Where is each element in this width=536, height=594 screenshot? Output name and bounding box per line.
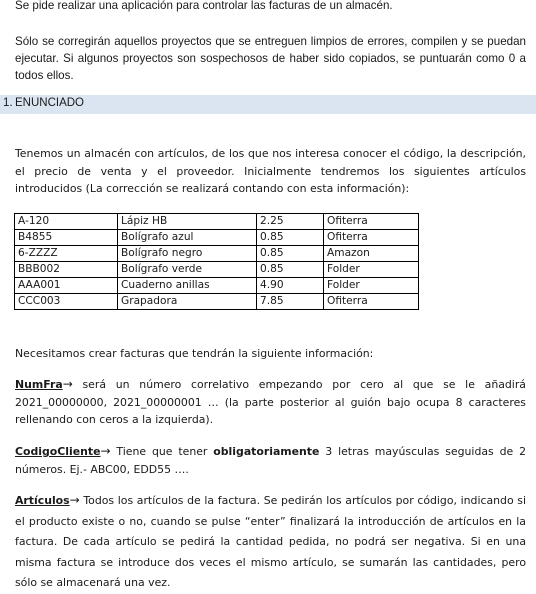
article-code: A-120: [15, 214, 118, 230]
table-row: [15, 294, 419, 310]
table-row: [15, 278, 419, 294]
table-row: [15, 214, 419, 230]
article-desc: Cuaderno anillas: [118, 278, 257, 294]
table-row: [15, 230, 419, 246]
articles-table: [14, 213, 419, 310]
article-supplier: Folder: [324, 278, 419, 294]
article-code: CCC003: [15, 294, 118, 310]
description-paragraph: Tenemos un almacén con artículos, de los que nos interesa conocer el código, la descripción, el precio de venta y el proveedor. Inicialmente tendremos los siguientes artículos introducidos (La corrección se realizará contando con esta información):: [15, 147, 526, 195]
table-row: [15, 262, 419, 278]
article-code: 6-ZZZZ: [15, 246, 118, 262]
numfra-text: será un número correlativo empezando por cero al que se le añadirá 2021_00000000, 2021_00000001 … (la parte posterior al guión bajo ocupa 8 caracteres rellenando con ceros a la izquierda).: [15, 378, 526, 426]
article-desc: Lápiz HB: [118, 214, 257, 230]
article-desc: Bolígrafo azul: [118, 230, 257, 246]
invoices-intro: Necesitamos crear facturas que tendrán la siguiente información:: [15, 347, 374, 360]
article-code: B4855: [15, 230, 118, 246]
article-code: AAA001: [15, 278, 118, 294]
article-desc: Bolígrafo negro: [118, 246, 257, 262]
articulos-text: Todos los artículos de la factura. Se pedirán los artículos por código, indicando si el producto existe o no, cuando se pulse “enter” finalizará la introducción de artículos en la factura. De cada artículo se pedirá la cantidad pedida, no podrá ser negativa. Si en una misma factura se introduce dos veces el mismo artículo, se sumarán las cantidades, pero sólo se almacenará una vez.: [15, 494, 526, 589]
codigo-text-before: Tiene que tener: [110, 445, 214, 458]
article-supplier: Ofiterra: [324, 230, 419, 246]
article-supplier: Folder: [324, 262, 419, 278]
intro-line-1: Se pide realizar una aplicación para controlar las facturas de un almacén.: [15, 0, 393, 12]
article-price: 0.85: [257, 230, 324, 246]
article-desc: Bolígrafo verde: [118, 262, 257, 278]
table-row: [15, 246, 419, 262]
codigo-text-after: 3 letras mayúsculas seguidas de 2 números. Ej.- ABC00, EDD55 ….: [15, 445, 527, 476]
article-price: 7.85: [257, 294, 324, 310]
article-supplier: Ofiterra: [324, 294, 419, 310]
field-numfra: [15, 376, 526, 429]
section-title: ENUNCIADO: [15, 97, 85, 109]
article-supplier: Ofiterra: [324, 214, 419, 230]
article-supplier: Amazon: [324, 246, 419, 262]
field-codigo-cliente: [15, 443, 526, 478]
arrow-right-icon: →: [100, 444, 111, 458]
article-price: 0.85: [257, 262, 324, 278]
field-articulos: [15, 490, 526, 594]
article-code: BBB002: [15, 262, 118, 278]
article-price: 4.90: [257, 278, 324, 294]
article-price: 0.85: [257, 246, 324, 262]
article-price: 2.25: [257, 214, 324, 230]
section-number: 1.: [3, 97, 13, 109]
arrow-right-icon: →: [69, 493, 80, 507]
arrow-right-icon: →: [62, 377, 73, 391]
articulos-label: Artículos: [15, 494, 70, 507]
intro-paragraph: Sólo se corregirán aquellos proyectos que se entreguen limpios de errores, compilen y se puedan ejecutar. Si algunos proyectos son sospechosos de haber sido copiados, se puntuarán como 0 a todos ellos.: [15, 35, 526, 82]
codigo-cliente-label: CodigoCliente: [15, 445, 101, 458]
article-desc: Grapadora: [118, 294, 257, 310]
codigo-bold: obligatoriamente: [213, 445, 320, 458]
section-heading: [0, 95, 536, 114]
numfra-label: NumFra: [15, 378, 63, 391]
